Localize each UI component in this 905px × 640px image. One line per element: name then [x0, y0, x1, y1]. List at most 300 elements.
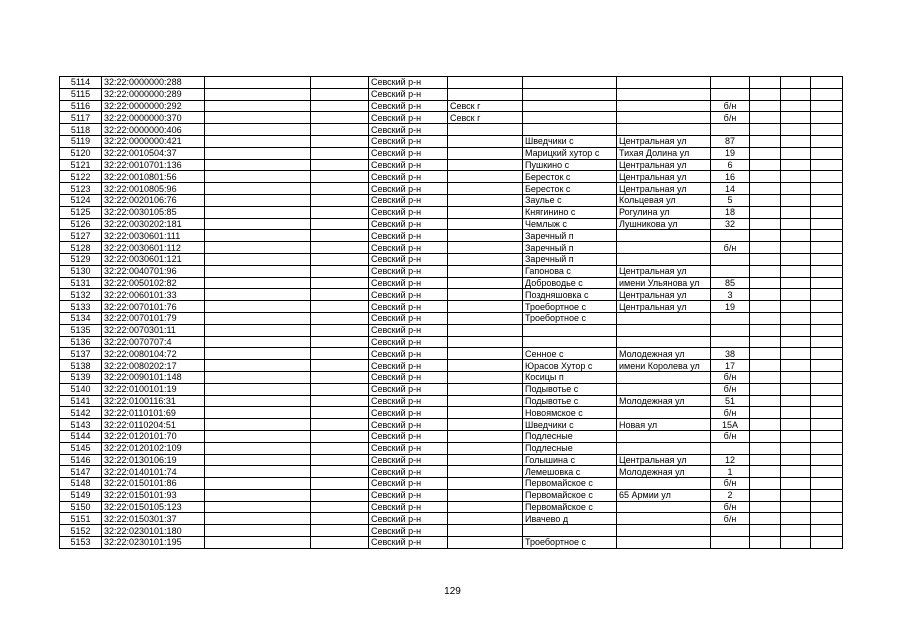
cell-city — [448, 419, 523, 431]
cell-cadastral-number: 32:22:0100116:31 — [102, 395, 205, 407]
cell-row-number: 5146 — [60, 454, 102, 466]
cell-col-11 — [781, 194, 811, 206]
cell-col-11 — [781, 112, 811, 124]
cell-city — [448, 489, 523, 501]
cell-street — [617, 371, 711, 383]
cell-house-number: 38 — [711, 348, 750, 360]
cell-row-number: 5129 — [60, 253, 102, 265]
cell-col-4 — [311, 218, 369, 230]
cell-district: Севский р-н — [369, 100, 448, 112]
cell-street — [617, 430, 711, 442]
cell-col-10 — [750, 100, 781, 112]
cell-locality: Чемлыж с — [523, 218, 617, 230]
cell-house-number — [711, 88, 750, 100]
cell-city — [448, 371, 523, 383]
cell-row-number: 5115 — [60, 88, 102, 100]
cell-locality — [523, 525, 617, 537]
cell-col-3 — [205, 501, 311, 513]
cell-house-number: б/н — [711, 478, 750, 490]
cell-district: Севский р-н — [369, 348, 448, 360]
table-row — [60, 419, 843, 431]
cell-col-4 — [311, 147, 369, 159]
cell-col-11 — [781, 360, 811, 372]
cell-house-number: 14 — [711, 183, 750, 195]
cell-district: Севский р-н — [369, 171, 448, 183]
cell-col-12 — [811, 147, 843, 159]
cell-col-11 — [781, 489, 811, 501]
cell-district: Севский р-н — [369, 513, 448, 525]
table-row — [60, 501, 843, 513]
cell-street — [617, 513, 711, 525]
cell-house-number: 15А — [711, 419, 750, 431]
cell-city: Севск г — [448, 100, 523, 112]
cell-col-12 — [811, 265, 843, 277]
cell-col-11 — [781, 513, 811, 525]
cell-row-number: 5126 — [60, 218, 102, 230]
cell-district: Севский р-н — [369, 183, 448, 195]
table-row — [60, 466, 843, 478]
cell-col-3 — [205, 135, 311, 147]
cell-house-number — [711, 312, 750, 324]
cell-district: Севский р-н — [369, 466, 448, 478]
cell-col-4 — [311, 242, 369, 254]
cell-col-12 — [811, 230, 843, 242]
cell-col-12 — [811, 407, 843, 419]
cell-city — [448, 242, 523, 254]
cell-col-4 — [311, 312, 369, 324]
cell-col-10 — [750, 124, 781, 136]
cell-col-4 — [311, 454, 369, 466]
cell-col-10 — [750, 135, 781, 147]
cell-col-3 — [205, 419, 311, 431]
cell-col-12 — [811, 77, 843, 89]
table-row — [60, 360, 843, 372]
cell-col-10 — [750, 218, 781, 230]
cell-col-4 — [311, 135, 369, 147]
cell-house-number: 85 — [711, 277, 750, 289]
cell-city — [448, 430, 523, 442]
cell-col-4 — [311, 171, 369, 183]
table-row — [60, 513, 843, 525]
cell-cadastral-number: 32:22:0030601:121 — [102, 253, 205, 265]
cell-city — [448, 135, 523, 147]
cell-locality: Новоямское с — [523, 407, 617, 419]
registry-table-body — [60, 77, 843, 549]
cell-cadastral-number: 32:22:0000000:292 — [102, 100, 205, 112]
cell-city: Севск г — [448, 112, 523, 124]
cell-col-3 — [205, 454, 311, 466]
cell-house-number: 32 — [711, 218, 750, 230]
cell-street — [617, 383, 711, 395]
cell-city — [448, 253, 523, 265]
cell-col-4 — [311, 301, 369, 313]
cell-locality — [523, 112, 617, 124]
table-row — [60, 336, 843, 348]
cell-district: Севский р-н — [369, 112, 448, 124]
table-row — [60, 383, 843, 395]
cell-col-3 — [205, 289, 311, 301]
cell-street — [617, 407, 711, 419]
cell-district: Севский р-н — [369, 242, 448, 254]
cell-col-12 — [811, 489, 843, 501]
cell-street: Центральная ул — [617, 183, 711, 195]
cell-locality: Поздняшовка с — [523, 289, 617, 301]
cell-col-4 — [311, 478, 369, 490]
cell-col-10 — [750, 183, 781, 195]
cell-cadastral-number: 32:22:0040701:96 — [102, 265, 205, 277]
cell-col-10 — [750, 277, 781, 289]
cell-district: Севский р-н — [369, 289, 448, 301]
cell-col-10 — [750, 348, 781, 360]
cell-col-4 — [311, 395, 369, 407]
cell-col-12 — [811, 124, 843, 136]
table-row — [60, 371, 843, 383]
cell-city — [448, 77, 523, 89]
cell-locality: Первомайское с — [523, 489, 617, 501]
cell-col-11 — [781, 301, 811, 313]
cell-district: Севский р-н — [369, 371, 448, 383]
cell-col-12 — [811, 194, 843, 206]
cell-street: Рогулина ул — [617, 206, 711, 218]
cell-locality: Шведчики с — [523, 135, 617, 147]
cell-col-4 — [311, 88, 369, 100]
cell-cadastral-number: 32:22:0010504:37 — [102, 147, 205, 159]
cell-col-12 — [811, 112, 843, 124]
cell-cadastral-number: 32:22:0110101:69 — [102, 407, 205, 419]
cell-row-number: 5123 — [60, 183, 102, 195]
cell-col-10 — [750, 419, 781, 431]
cell-col-12 — [811, 466, 843, 478]
cell-col-11 — [781, 371, 811, 383]
cell-col-3 — [205, 242, 311, 254]
cell-col-11 — [781, 88, 811, 100]
cell-district: Севский р-н — [369, 312, 448, 324]
cell-row-number: 5141 — [60, 395, 102, 407]
cell-district: Севский р-н — [369, 336, 448, 348]
cell-col-11 — [781, 183, 811, 195]
cell-street: Центральная ул — [617, 301, 711, 313]
table-row — [60, 88, 843, 100]
cell-city — [448, 301, 523, 313]
cell-district: Севский р-н — [369, 135, 448, 147]
cell-col-3 — [205, 301, 311, 313]
cell-row-number: 5144 — [60, 430, 102, 442]
cell-col-11 — [781, 206, 811, 218]
cell-cadastral-number: 32:22:0120101:70 — [102, 430, 205, 442]
cell-locality: Заулье с — [523, 194, 617, 206]
cell-col-4 — [311, 100, 369, 112]
cell-col-4 — [311, 525, 369, 537]
cell-locality: Косицы п — [523, 371, 617, 383]
cell-row-number: 5152 — [60, 525, 102, 537]
cell-col-11 — [781, 454, 811, 466]
cell-col-11 — [781, 289, 811, 301]
cell-house-number — [711, 253, 750, 265]
cell-col-10 — [750, 525, 781, 537]
cell-col-11 — [781, 430, 811, 442]
cell-col-4 — [311, 537, 369, 549]
cell-street: Новая ул — [617, 419, 711, 431]
cell-col-11 — [781, 218, 811, 230]
cell-house-number: б/н — [711, 112, 750, 124]
cell-col-3 — [205, 312, 311, 324]
cell-row-number: 5150 — [60, 501, 102, 513]
cell-col-3 — [205, 218, 311, 230]
cell-city — [448, 501, 523, 513]
cell-col-3 — [205, 171, 311, 183]
cell-col-3 — [205, 537, 311, 549]
cell-col-10 — [750, 253, 781, 265]
cell-street: Молодежная ул — [617, 348, 711, 360]
cell-col-11 — [781, 419, 811, 431]
cell-row-number: 5117 — [60, 112, 102, 124]
table-row — [60, 124, 843, 136]
cell-house-number: 12 — [711, 454, 750, 466]
cell-row-number: 5124 — [60, 194, 102, 206]
cell-col-11 — [781, 537, 811, 549]
cell-col-11 — [781, 348, 811, 360]
cell-cadastral-number: 32:22:0230101:180 — [102, 525, 205, 537]
cell-cadastral-number: 32:22:0020106:76 — [102, 194, 205, 206]
cell-locality: Лемешовка с — [523, 466, 617, 478]
cell-street: Центральная ул — [617, 265, 711, 277]
cell-locality: Первомайское с — [523, 478, 617, 490]
cell-district: Севский р-н — [369, 489, 448, 501]
cell-row-number: 5148 — [60, 478, 102, 490]
cell-house-number: б/н — [711, 501, 750, 513]
cell-city — [448, 395, 523, 407]
cell-col-3 — [205, 265, 311, 277]
cell-house-number: 1 — [711, 466, 750, 478]
cell-district: Севский р-н — [369, 442, 448, 454]
cell-locality: Сенное с — [523, 348, 617, 360]
cell-col-12 — [811, 206, 843, 218]
cell-col-12 — [811, 371, 843, 383]
cell-col-11 — [781, 77, 811, 89]
cell-col-10 — [750, 430, 781, 442]
table-row — [60, 348, 843, 360]
cell-col-10 — [750, 513, 781, 525]
cell-city — [448, 360, 523, 372]
registry-table — [59, 76, 843, 549]
cell-city — [448, 312, 523, 324]
cell-cadastral-number: 32:22:0150101:93 — [102, 489, 205, 501]
table-row — [60, 171, 843, 183]
cell-col-10 — [750, 301, 781, 313]
cell-street: Молодежная ул — [617, 395, 711, 407]
cell-col-3 — [205, 77, 311, 89]
cell-city — [448, 466, 523, 478]
cell-row-number: 5151 — [60, 513, 102, 525]
cell-locality: Доброводье с — [523, 277, 617, 289]
cell-street — [617, 88, 711, 100]
table-row — [60, 442, 843, 454]
cell-district: Севский р-н — [369, 407, 448, 419]
cell-district: Севский р-н — [369, 419, 448, 431]
cell-city — [448, 124, 523, 136]
cell-locality: Бересток с — [523, 183, 617, 195]
cell-cadastral-number: 32:22:0100101:19 — [102, 383, 205, 395]
table-row — [60, 277, 843, 289]
cell-row-number: 5133 — [60, 301, 102, 313]
cell-col-4 — [311, 371, 369, 383]
cell-col-3 — [205, 360, 311, 372]
cell-cadastral-number: 32:22:0050102:82 — [102, 277, 205, 289]
cell-col-10 — [750, 371, 781, 383]
cell-district: Севский р-н — [369, 253, 448, 265]
cell-cadastral-number: 32:22:0130106:19 — [102, 454, 205, 466]
cell-city — [448, 513, 523, 525]
cell-locality: Ивачево д — [523, 513, 617, 525]
cell-col-3 — [205, 395, 311, 407]
cell-col-10 — [750, 230, 781, 242]
table-row — [60, 478, 843, 490]
table-row — [60, 454, 843, 466]
cell-col-11 — [781, 466, 811, 478]
cell-house-number: б/н — [711, 430, 750, 442]
cell-col-10 — [750, 159, 781, 171]
cell-street — [617, 525, 711, 537]
cell-row-number: 5139 — [60, 371, 102, 383]
cell-locality: Подлесные — [523, 430, 617, 442]
cell-col-11 — [781, 324, 811, 336]
cell-city — [448, 324, 523, 336]
cell-house-number: 18 — [711, 206, 750, 218]
table-row — [60, 194, 843, 206]
cell-col-4 — [311, 194, 369, 206]
cell-district: Севский р-н — [369, 77, 448, 89]
cell-district: Севский р-н — [369, 218, 448, 230]
cell-row-number: 5116 — [60, 100, 102, 112]
cell-col-4 — [311, 430, 369, 442]
cell-locality — [523, 100, 617, 112]
cell-house-number: б/н — [711, 100, 750, 112]
cell-cadastral-number: 32:22:0010805:96 — [102, 183, 205, 195]
cell-cadastral-number: 32:22:0140101:74 — [102, 466, 205, 478]
cell-house-number: 19 — [711, 147, 750, 159]
cell-col-3 — [205, 489, 311, 501]
cell-col-11 — [781, 253, 811, 265]
cell-col-12 — [811, 348, 843, 360]
cell-locality: Пушкино с — [523, 159, 617, 171]
table-row — [60, 265, 843, 277]
cell-house-number — [711, 525, 750, 537]
cell-row-number: 5119 — [60, 135, 102, 147]
cell-district: Севский р-н — [369, 537, 448, 549]
cell-row-number: 5153 — [60, 537, 102, 549]
table-row — [60, 100, 843, 112]
cell-city — [448, 206, 523, 218]
cell-city — [448, 265, 523, 277]
cell-col-12 — [811, 478, 843, 490]
cell-col-3 — [205, 324, 311, 336]
cell-city — [448, 525, 523, 537]
cell-col-10 — [750, 77, 781, 89]
cell-col-10 — [750, 324, 781, 336]
cell-street — [617, 478, 711, 490]
cell-district: Севский р-н — [369, 88, 448, 100]
cell-house-number: 17 — [711, 360, 750, 372]
table-row — [60, 183, 843, 195]
cell-locality: Подывотье с — [523, 383, 617, 395]
cell-col-10 — [750, 454, 781, 466]
table-row — [60, 525, 843, 537]
cell-col-3 — [205, 230, 311, 242]
table-row — [60, 395, 843, 407]
table-row — [60, 253, 843, 265]
cell-col-12 — [811, 525, 843, 537]
cell-city — [448, 277, 523, 289]
cell-district: Севский р-н — [369, 265, 448, 277]
table-row — [60, 312, 843, 324]
cell-col-4 — [311, 513, 369, 525]
cell-street — [617, 442, 711, 454]
cell-street — [617, 312, 711, 324]
cell-district: Севский р-н — [369, 383, 448, 395]
table-row — [60, 489, 843, 501]
cell-district: Севский р-н — [369, 525, 448, 537]
cell-cadastral-number: 32:22:0000000:289 — [102, 88, 205, 100]
cell-cadastral-number: 32:22:0030601:112 — [102, 242, 205, 254]
cell-col-4 — [311, 442, 369, 454]
cell-house-number: 87 — [711, 135, 750, 147]
cell-col-4 — [311, 466, 369, 478]
cell-city — [448, 171, 523, 183]
cell-col-4 — [311, 230, 369, 242]
cell-col-4 — [311, 383, 369, 395]
cell-col-11 — [781, 312, 811, 324]
cell-city — [448, 336, 523, 348]
cell-col-3 — [205, 147, 311, 159]
cell-col-4 — [311, 360, 369, 372]
cell-house-number — [711, 537, 750, 549]
cell-city — [448, 407, 523, 419]
cell-street — [617, 112, 711, 124]
cell-city — [448, 537, 523, 549]
cell-street: Центральная ул — [617, 159, 711, 171]
cell-locality — [523, 88, 617, 100]
cell-house-number: 6 — [711, 159, 750, 171]
cell-house-number — [711, 324, 750, 336]
cell-col-12 — [811, 253, 843, 265]
cell-col-4 — [311, 183, 369, 195]
cell-col-4 — [311, 265, 369, 277]
cell-row-number: 5120 — [60, 147, 102, 159]
cell-col-4 — [311, 277, 369, 289]
cell-row-number: 5142 — [60, 407, 102, 419]
cell-house-number: 2 — [711, 489, 750, 501]
cell-city — [448, 183, 523, 195]
cell-row-number: 5118 — [60, 124, 102, 136]
cell-cadastral-number: 32:22:0010801:56 — [102, 171, 205, 183]
cell-col-3 — [205, 183, 311, 195]
cell-col-11 — [781, 442, 811, 454]
cell-col-11 — [781, 525, 811, 537]
cell-col-10 — [750, 206, 781, 218]
cell-district: Севский р-н — [369, 206, 448, 218]
cell-house-number: 16 — [711, 171, 750, 183]
cell-street — [617, 124, 711, 136]
cell-locality: Заречный п — [523, 242, 617, 254]
cell-col-3 — [205, 442, 311, 454]
cell-row-number: 5134 — [60, 312, 102, 324]
cell-street: Тихая Долина ул — [617, 147, 711, 159]
page-number: 129 — [444, 586, 461, 597]
cell-district: Севский р-н — [369, 324, 448, 336]
cell-house-number: 5 — [711, 194, 750, 206]
cell-col-3 — [205, 466, 311, 478]
cell-col-3 — [205, 88, 311, 100]
